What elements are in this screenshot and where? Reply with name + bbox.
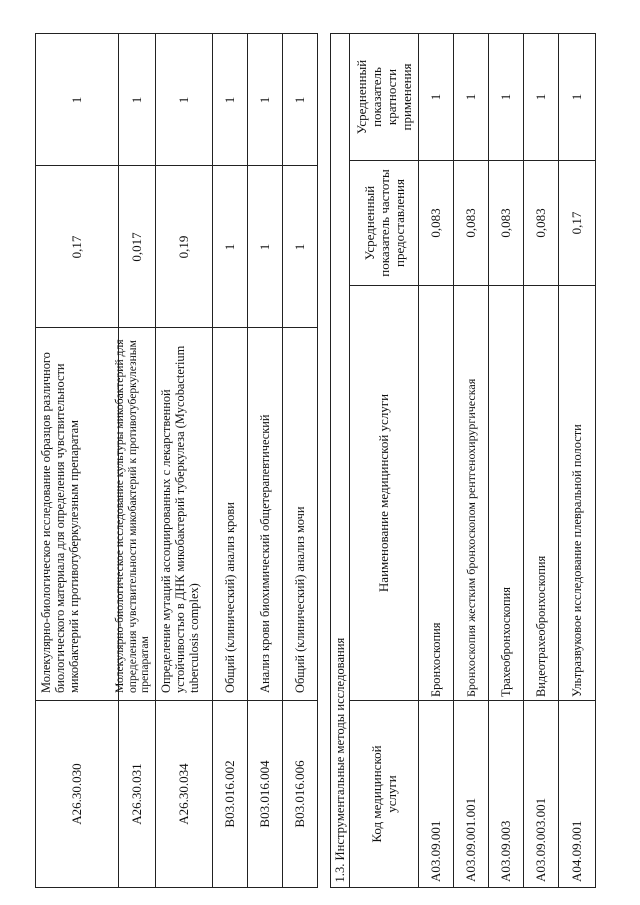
- table2-row2-multiplicity-cell: [453, 33, 489, 161]
- service-name: Ультразвуковое исследование плевральной полости: [570, 424, 584, 697]
- service-name: Видеотрахеобронхоскопия: [534, 555, 548, 697]
- table1-row1-frequency-cell: [35, 165, 119, 328]
- service-code: A03.09.001: [428, 820, 443, 882]
- multiplicity-value: 1: [292, 96, 307, 103]
- table2-row2-code-cell: [453, 700, 489, 888]
- table2-section-title-cell: [330, 33, 350, 888]
- multiplicity-value: 1: [428, 93, 443, 101]
- frequency-value: 0,083: [428, 208, 443, 238]
- service-name: Бронхоскопия: [429, 622, 443, 697]
- table2-row3-multiplicity-cell: [488, 33, 524, 161]
- table2-row5-code-cell: [558, 700, 596, 888]
- section-title: 1.3. Инструментальные методы исследования: [333, 637, 347, 882]
- service-code: B03.016.004: [257, 760, 272, 828]
- table1-row3-code-cell: [155, 700, 213, 888]
- table1-row2-name-cell: [113, 327, 156, 701]
- table2-row4-frequency-cell: [523, 160, 559, 286]
- frequency-value: 0,083: [498, 208, 513, 238]
- frequency-value: 1: [257, 243, 272, 250]
- frequency-value: 1: [222, 243, 237, 250]
- multiplicity-value: 1: [129, 96, 144, 103]
- table1-row1-name-cell: [35, 327, 119, 701]
- frequency-value: 0,083: [533, 208, 548, 238]
- multiplicity-value: 1: [222, 96, 237, 103]
- service-code: A26.30.030: [69, 763, 84, 825]
- frequency-value: 0,017: [129, 231, 144, 262]
- multiplicity-value: 1: [569, 93, 584, 101]
- table1-row2-code-cell: [118, 700, 156, 888]
- table2-row4-code-cell: [523, 700, 559, 888]
- service-name: Молекулярно-биологическое исследование образцов различного биологического материала для определения чувствительности микобактерий к противотуберкулезным препаратам: [39, 352, 81, 693]
- table2-row5-frequency-cell: [558, 160, 596, 286]
- table2-header-name-cell: [349, 285, 419, 701]
- table1-row2-frequency-cell: [118, 165, 156, 328]
- service-code: A03.09.003.001: [533, 797, 548, 882]
- table2-row5-name-cell: [558, 285, 596, 701]
- service-name: Общий (клинический) анализ мочи: [293, 506, 307, 693]
- table1-row6-code-cell: [282, 700, 318, 888]
- table2-row1-frequency-cell: [418, 160, 454, 286]
- table1-row4-multiplicity-cell: [212, 33, 248, 166]
- table2-row3-name-cell: [488, 285, 524, 701]
- header-code: Код медицинской услуги: [369, 745, 399, 843]
- table1-row1-code-cell: [35, 700, 119, 888]
- multiplicity-value: 1: [176, 96, 191, 103]
- table1-row4-frequency-cell: [212, 165, 248, 328]
- frequency-value: 0,083: [463, 208, 478, 238]
- table2-header-frequency-cell: [349, 160, 419, 286]
- table1-row1-multiplicity-cell: [35, 33, 119, 166]
- service-code: B03.016.002: [222, 760, 237, 828]
- multiplicity-value: 1: [257, 96, 272, 103]
- table2-row1-multiplicity-cell: [418, 33, 454, 161]
- table1-row4-code-cell: [212, 700, 248, 888]
- table2-row2-frequency-cell: [453, 160, 489, 286]
- table2-header-code-cell: [349, 700, 419, 888]
- table2-header-multiplicity-cell: [349, 33, 419, 161]
- service-name: Трахеобронхоскопия: [499, 587, 513, 697]
- table2-row3-code-cell: [488, 700, 524, 888]
- table1-row6-frequency-cell: [282, 165, 318, 328]
- multiplicity-value: 1: [498, 93, 513, 101]
- table1-row5-code-cell: [247, 700, 283, 888]
- service-code: A26.30.031: [129, 763, 144, 825]
- frequency-value: 0,17: [69, 235, 84, 258]
- service-code: A26.30.034: [176, 763, 191, 825]
- table1-row2-multiplicity-cell: [118, 33, 156, 166]
- table2-row3-frequency-cell: [488, 160, 524, 286]
- table2-row1-name-cell: [418, 285, 454, 701]
- table1-row3-name-cell: [155, 327, 213, 701]
- service-code: B03.016.006: [292, 760, 307, 828]
- table1-row3-multiplicity-cell: [155, 33, 213, 166]
- frequency-value: 0,19: [176, 235, 191, 258]
- table1-row5-frequency-cell: [247, 165, 283, 328]
- header-multiplicity: Усредненный показатель кратности применения: [354, 59, 414, 135]
- table2-row4-multiplicity-cell: [523, 33, 559, 161]
- service-name: Анализ крови биохимический общетерапевтический: [258, 414, 272, 693]
- header-name: Наименование медицинской услуги: [376, 393, 391, 593]
- frequency-value: 0,17: [569, 211, 584, 235]
- service-name: Молекулярно-биологическое исследование культуры микобактерий для определения чувствительности микобактерий к противотуберкулезным препаратам: [113, 339, 151, 693]
- service-code: A03.09.003: [498, 820, 513, 882]
- table1-row6-multiplicity-cell: [282, 33, 318, 166]
- table1-row4-name-cell: [212, 327, 248, 701]
- table2-row5-multiplicity-cell: [558, 33, 596, 161]
- service-code: A04.09.001: [569, 820, 584, 882]
- frequency-value: 1: [292, 243, 307, 250]
- service-code: A03.09.001.001: [463, 797, 478, 882]
- service-name: Определение мутаций ассоциированных с лекарственной устойчивостью в ДНК микобактерий туберкулеза (Mycobacterium tuberculosis complex): [159, 345, 201, 693]
- table2-row4-name-cell: [523, 285, 559, 701]
- multiplicity-value: 1: [533, 93, 548, 101]
- service-name: Бронхоскопия жестким бронхоскопом рентгенохирургическая: [464, 378, 478, 697]
- table2-row2-name-cell: [453, 285, 489, 701]
- multiplicity-value: 1: [463, 93, 478, 101]
- header-frequency: Усредненный показатель частоты предоставления: [361, 169, 407, 277]
- table2-row1-code-cell: [418, 700, 454, 888]
- table1-row5-multiplicity-cell: [247, 33, 283, 166]
- service-name: Общий (клинический) анализ крови: [223, 502, 237, 693]
- table1-row3-frequency-cell: [155, 165, 213, 328]
- table1-row6-name-cell: [282, 327, 318, 701]
- multiplicity-value: 1: [69, 96, 84, 103]
- table1-row5-name-cell: [247, 327, 283, 701]
